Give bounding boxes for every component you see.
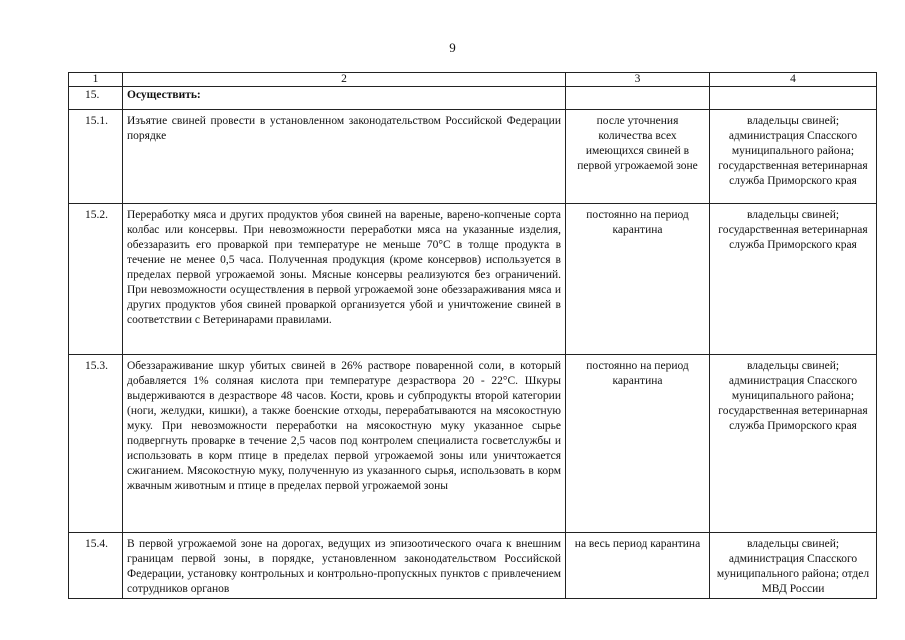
measure-term: на весь период карантина [566,533,710,599]
column-header-2: 2 [123,73,566,87]
measure-term [566,87,710,110]
row-number: 15.3. [69,355,123,533]
measure-text: Обеззараживание шкур убитых свиней в 26% растворе поваренной соли, в который добавляется 1% соляная кислота при температуре дезраствора 20 - 22°С. Шкуры выдерживаются в дезрастворе 48 часов. Кости, кровь и субпродукты второй категории (ноги, желудки, кишки), а также боенские отходы, перерабатываются на мясокостную муку. При невозможности переработки на мясокостную муку указанное сырье подвергнуть проварке в течение 2,5 часов под контролем специалиста госветслужбы и использовать в корм птице в пределах первой угрожаемой зоны или уничтожается сжиганием. Мясокостную муку, полученную из указанного сырья, использовать в корм жвачным животным и птице в пределах первой угрожаемой зоны [123,355,566,533]
measure-executors: владельцы свиней; государственная ветеринарная служба Приморского края [710,204,877,355]
page-number: 9 [449,40,456,55]
measure-text: В первой угрожаемой зоне на дорогах, ведущих из эпизоотического очага к внешним границам первой зоны, в порядке, установленном законодательством Российской Федерации, установку контрольных и контрольно-пропускных пунктов с привлечением сотрудников органов [123,533,566,599]
measure-text: Осуществить: [123,87,566,110]
table-row [69,110,877,204]
measure-term: постоянно на период карантина [566,355,710,533]
measure-text: Переработку мяса и других продуктов убоя свиней на вареные, варено-копченые сорта колбас или консервы. При невозможности переработки мяса на указанные изделия, обеззаразить его проваркой при температуре не меньше 70°С в толще продукта в течение не менее 0,5 часа. Полученная продукция (кроме консервов) используется в пределах первой угрожаемой зоны. Мясные консервы реализуются без ограничений. При невозможности осуществления в первой угрожаемой зоне обеззараживания мяса и других продуктов убоя свиней проваркой организуется убой и уничтожение свиней в соответствии с Ветеринарами правилами. [123,204,566,355]
column-header-3: 3 [566,73,710,87]
row-number: 15. [69,87,123,110]
row-number: 15.4. [69,533,123,599]
measure-text: Изъятие свиней провести в установленном законодательством Российской Федерации порядке [123,110,566,204]
measure-executors [710,87,877,110]
row-number: 15.2. [69,204,123,355]
table-row [69,355,877,533]
column-header-4: 4 [710,73,877,87]
table-row [69,533,877,599]
measure-term: постоянно на период карантина [566,204,710,355]
table-row [69,87,877,110]
measure-term: после уточнения количества всех имеющихся свиней в первой угрожаемой зоне [566,110,710,204]
table-header-row [69,73,877,87]
column-header-1: 1 [69,73,123,87]
measures-table [68,72,877,599]
measure-executors: владельцы свиней; администрация Спасского муниципального района; государственная ветеринарная служба Приморского края [710,110,877,204]
measure-executors: владельцы свиней; администрация Спасского муниципального района; государственная ветеринарная служба Приморского края [710,355,877,533]
row-number: 15.1. [69,110,123,204]
table-row [69,204,877,355]
measure-executors: владельцы свиней; администрация Спасского муниципального района; отдел МВД России [710,533,877,599]
